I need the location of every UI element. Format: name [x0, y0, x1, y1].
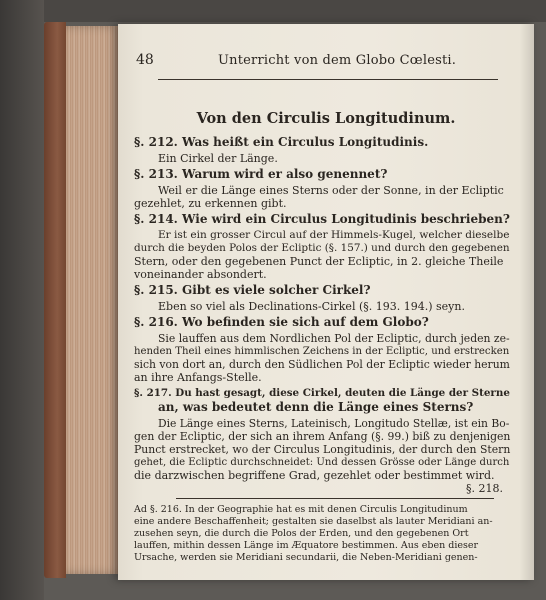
answer-217-line: Punct erstrecket, wo der Circulus Longitudinis, der durch den Stern	[134, 443, 511, 456]
catchword: §. 218.	[466, 482, 503, 495]
question-217: §. 217. Du hast gesagt, diese Cirkel, deuten die Länge der Sterne	[134, 387, 510, 399]
question-215: §. 215. Gibt es viele solcher Cirkel?	[134, 283, 371, 297]
footnote-line: eine andere Beschaffenheit; gestalten sie daselbst als lauter Meridiani an-	[134, 516, 493, 527]
footnote-line: Ursache, werden sie Meridiani secundarii, die Neben-Meridiani genen-	[134, 552, 478, 563]
question-212: §. 212. Was heißt ein Circulus Longitudinis.	[134, 135, 429, 149]
footnote-line: Ad §. 216. In der Geographie hat es mit denen Circulis Longitudinum	[134, 504, 468, 515]
page-header	[136, 52, 516, 72]
footnote-line: lauffen, mithin dessen Länge im Æquatore bestimmen. Aus eben dieser	[134, 540, 479, 551]
answer-213-line: gezehlet, zu erkennen gibt.	[134, 197, 287, 210]
answer-217-line: Die Länge eines Sterns, Lateinisch, Longitudo Stellæ, ist ein Bo-	[158, 417, 510, 430]
answer-214-line: Stern, oder den gegebenen Punct der Ecliptic, in 2. gleiche Theile	[134, 255, 504, 268]
backdrop	[0, 0, 546, 22]
answer-217-line: die darzwischen begriffene Grad, gezehlet oder bestimmet wird.	[134, 469, 495, 482]
header-rule	[158, 79, 498, 80]
page-shadow	[520, 24, 534, 580]
question-217-cont: an, was bedeutet denn die Länge eines Sterns?	[158, 400, 474, 414]
answer-215: Eben so viel als Declinations-Cirkel (§. 193. 194.) seyn.	[158, 300, 465, 313]
footnote-rule	[176, 498, 494, 499]
answer-214-line: durch die beyden Polos der Ecliptic (§. 157.) und durch den gegebenen	[134, 242, 510, 254]
book-cover	[44, 22, 66, 578]
question-216: §. 216. Wo befinden sie sich auf dem Globo?	[134, 315, 429, 329]
page-edges	[66, 26, 122, 574]
book-page	[118, 24, 534, 580]
answer-214-line: Er ist ein grosser Circul auf der Himmels-Kugel, welcher dieselbe	[158, 229, 510, 241]
question-213: §. 213. Warum wird er also genennet?	[134, 167, 388, 181]
answer-212: Ein Cirkel der Länge.	[158, 152, 278, 165]
answer-214-line: voneinander absondert.	[134, 268, 267, 281]
page-number: 48	[136, 52, 154, 68]
answer-216-line: Sie lauffen aus dem Nordlichen Pol der Ecliptic, durch jeden ze-	[158, 332, 510, 345]
answer-217-line: gen der Ecliptic, der sich an ihrem Anfang (§. 99.) biß zu denjenigen	[134, 430, 511, 443]
running-head: Unterricht von dem Globo Cœlesti.	[218, 53, 457, 68]
answer-217-line: gehet, die Ecliptic durchschneidet: Und dessen Grösse oder Länge durch	[134, 457, 510, 468]
question-214: §. 214. Wie wird ein Circulus Longitudinis beschrieben?	[134, 212, 510, 226]
answer-216-line: henden Theil eines himmlischen Zeichens in der Ecliptic, und erstrecken	[134, 346, 510, 357]
section-title: Von den Circulis Longitudinum.	[196, 110, 456, 127]
answer-216-line: an ihre Anfangs-Stelle.	[134, 371, 262, 384]
footnote-line: zusehen seyn, die durch die Polos der Erden, und den gegebenen Ort	[134, 528, 469, 539]
answer-216-line: sich von dort an, durch den Südlichen Pol der Ecliptic wieder herum	[134, 358, 510, 371]
backdrop-left	[0, 0, 44, 600]
answer-213-line: Weil er die Länge eines Sterns oder der Sonne, in der Ecliptic	[158, 184, 504, 197]
